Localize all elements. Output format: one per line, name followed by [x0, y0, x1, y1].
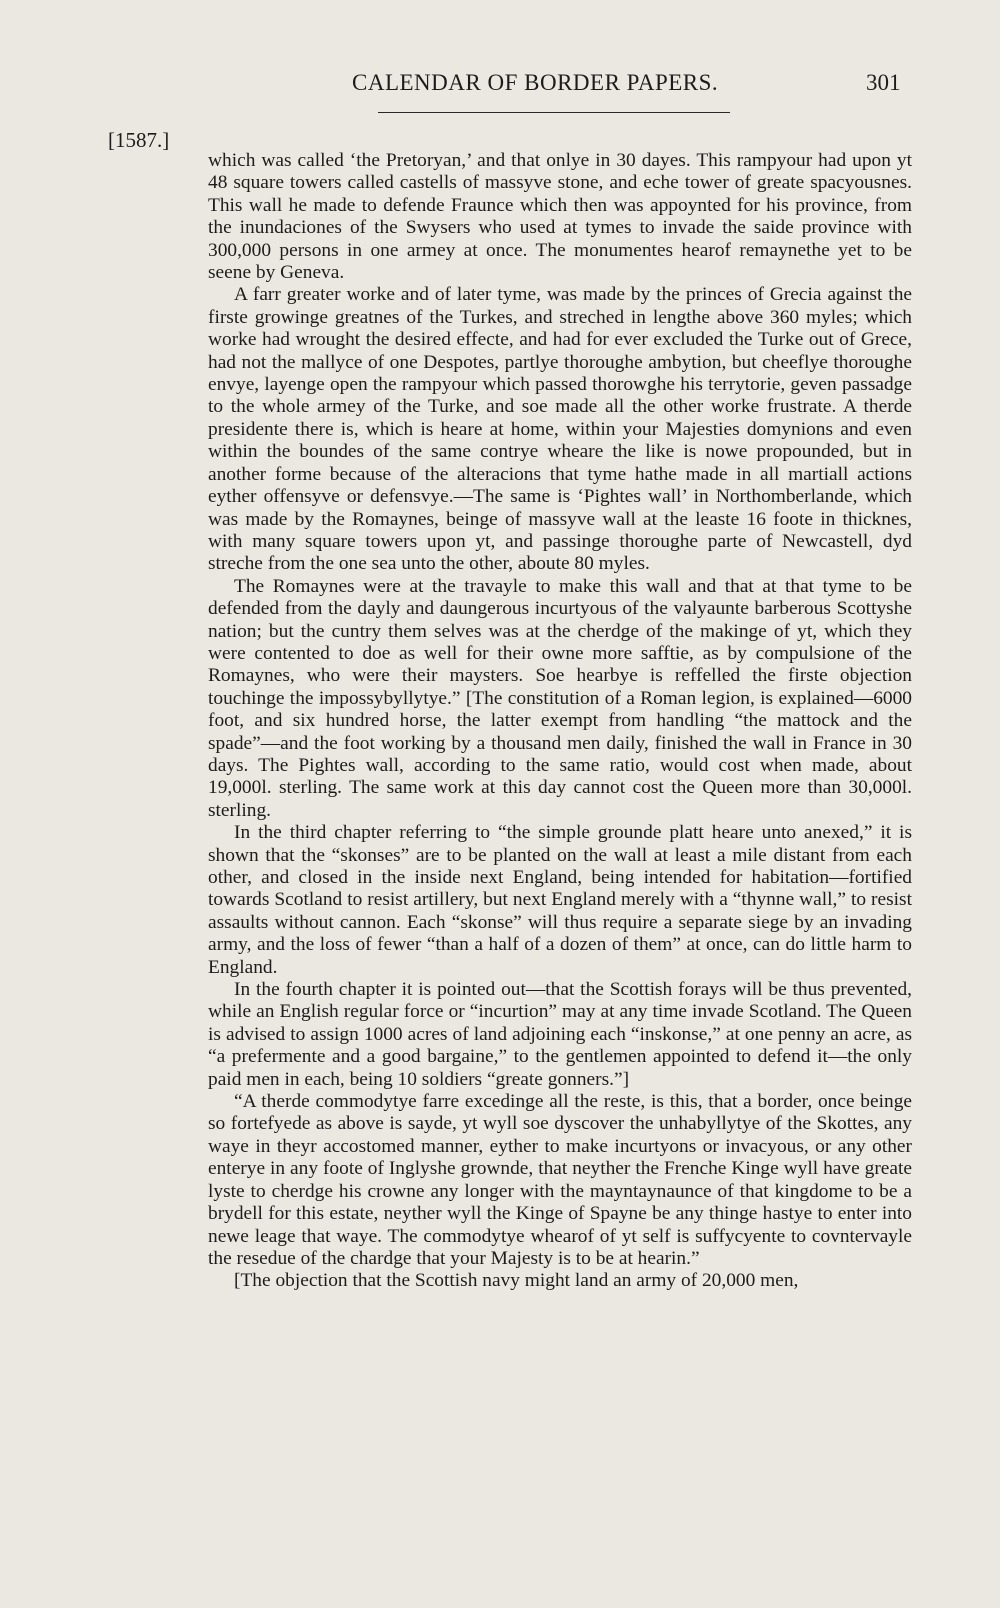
margin-year: [1587.]	[108, 128, 170, 152]
paragraph: In the fourth chapter it is pointed out—that the Scottish forays will be thus prevented, while an English regular force or “incurtion” may at any time invade Scotland. The Queen is advised to assign 1000 acres of land adjoining each “inskonse,” at one penny an acre, as “a prefermente and a good bargaine,” to the gentlemen appointed to defend it—the only paid men in each, being 10 soldiers “greate gonners.”]	[208, 979, 912, 1090]
paragraph: [The objection that the Scottish navy might land an army of 20,000 men,	[234, 1270, 799, 1292]
paragraph: The Romaynes were at the travayle to make this wall and that at that tyme to be defended from the dayly and daungerous incurtyous of the valyaunte barberous Scottyshe nation; but the cuntry them selves was at the cherdge of the makinge of yt, which they were contented to doe as well for their owne more safftie, as by compulsione of the Romaynes, who were their maysters. Soe hearbye is reffelled the firste objection touchinge the impossybyllytye.” [The constitution of a Roman legion, is explained—6000 foot, and six hundred horse, the latter exempt from handling “the mattock and the spade”—and the foot working by a thousand men daily, finished the wall in France in 30 days. The Pightes wall, according to the same ratio, would cost when made, about 19,000l. sterling. The same work at this day cannot cost the Queen more than 30,000l. sterling.	[208, 575, 912, 821]
paragraph: “A therde commodytye farre excedinge all the reste, is this, that a border, once beinge so fortefyede as above is sayde, yt wyll soe dyscover the unhabyllytye of the Skottes, any waye in theyr accostomed manner, eyther to make incurtyons or invacyous, or any other enterye in any foote of Inglyshe grownde, that neyther the Frenche Kinge wyll have greate lyste to cherdge his crowne any longer with the mayntaynaunce of that kingdome to be a brydell for this estate, neyther wyll the Kinge of Spayne be any thinge hastye to enter into newe leage that waye. The commodytye whearof of yt self is suffycyente to covntervayle the resedue of the chardge that your Majesty is to be at hearin.”	[208, 1091, 912, 1269]
paragraph: In the third chapter referring to “the simple grounde platt heare unto anexed,” it is shown that the “skonses” are to be planted on the wall at least a mile distant from each other, and closed in the inside next England, being intended for habitation—fortified towards Scotland to resist artillery, but next England merely with a “thynne wall,” to resist assaults without cannon. Each “skonse” will thus require a separate siege by an invading army, and the loss of fewer “than a half of a dozen of them” at once, can do little harm to England.	[208, 822, 912, 978]
page-header	[0, 68, 1000, 108]
paragraph: A farr greater worke and of later tyme, was made by the princes of Grecia against the firste growinge greatnes of the Turkes, and streched in lengthe above 360 myles; which worke had wrought the desired effecte, and had for ever excluded the Turke out of Grece, had not the mallyce of one Despotes, partlye thoroughe ambytion, but cheeflye thoroughe envye, layenge open the rampyour which passed thorowghe his terrytorie, geven passadge to the whole armey of the Turke, and soe made all the other worke frustrate. A therde presidente there is, which is heare at home, within your Majesties domynions and even within the boundes of the same contrye wheare the like is nowe propounded, but in another forme because of the alteracions that tyme hathe made in all martiall actions eyther offensyve or defensvye.—The same is ‘Pightes wall’ in Northomberlande, which was made by the Romaynes, beinge of massyve wall at the leaste 16 foote in thicknes, with many square towers upon yt, and passinge thoroughe parte of Newcastell, dyd streche from the one sea unto the other, aboute 80 myles.	[208, 284, 912, 575]
header-rule	[378, 112, 730, 113]
paragraph: which was called ‘the Pretoryan,’ and that onlye in 30 dayes. This rampyour had upon yt 48 square towers called castells of massyve stone, and eche tower of greate spacyousnes. This wall he made to defende Fraunce which then was appoynted for his province, from the inundaciones of the Swysers who used at tymes to invade the saide province with 300,000 persons in one armey at once. The monumentes hearof remaynethe yet to be seene by Geneva.	[208, 150, 912, 284]
body-text	[208, 150, 912, 1293]
page-number: 301	[866, 70, 901, 95]
running-title: CALENDAR OF BORDER PAPERS.	[352, 70, 719, 95]
